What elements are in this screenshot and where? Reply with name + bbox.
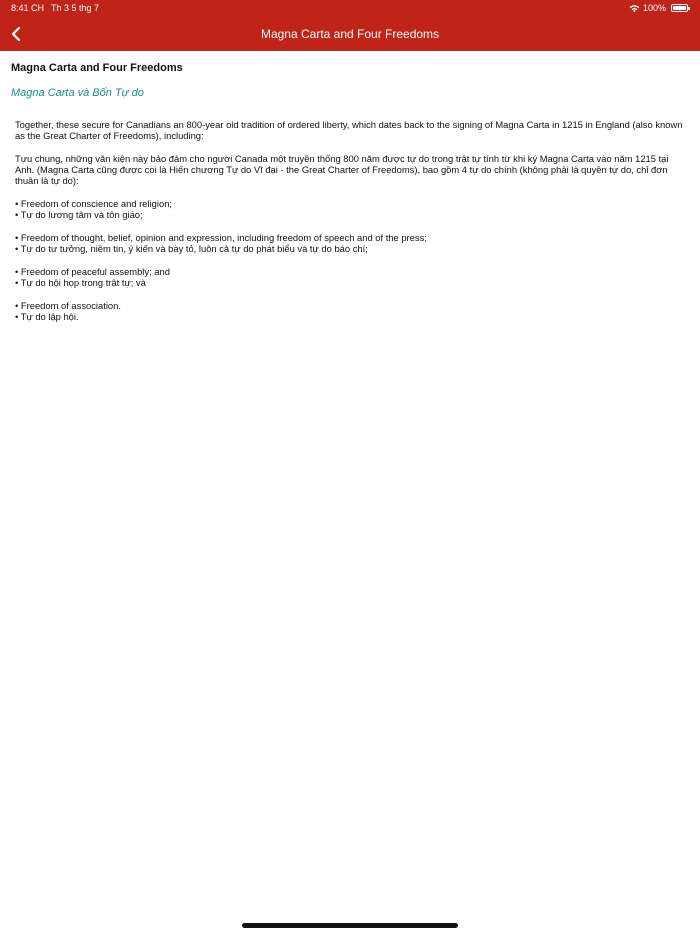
- navigation-bar: [0, 0, 700, 51]
- status-date: Th 3 5 thg 7: [51, 3, 100, 13]
- freedom-en: • Freedom of association.: [15, 299, 121, 311]
- freedom-vi: • Tự do lương tâm và tôn giáo;: [15, 209, 143, 221]
- battery-icon: [671, 4, 688, 12]
- page-title: Magna Carta and Four Freedoms: [11, 62, 183, 74]
- freedom-item: [15, 198, 687, 221]
- intro-en: Together, these secure for Canadians an 800-year old tradition of ordered liberty, which dates back to the signing of Magna Carta in 1215 in England (also known as the Great Charter of Freedoms), including:: [15, 119, 683, 142]
- freedom-en: • Freedom of peaceful assembly; and: [15, 265, 170, 277]
- home-indicator[interactable]: [242, 923, 458, 928]
- freedom-vi: • Tự do tư tưởng, niềm tin, ý kiến và bày tỏ, luôn cả tự do phát biểu và tự do báo chí;: [15, 243, 368, 255]
- status-time: 8:41 CH: [11, 3, 45, 13]
- nav-title: Magna Carta and Four Freedoms: [260, 27, 440, 41]
- freedom-en: • Freedom of conscience and religion;: [15, 198, 173, 210]
- status-indicators: [629, 3, 688, 13]
- freedom-vi: • Tự do lập hội.: [15, 311, 79, 323]
- freedom-item: [15, 266, 687, 289]
- freedom-item: [15, 300, 687, 323]
- page-subtitle: Magna Carta và Bốn Tự do: [11, 87, 144, 99]
- battery-percent: 100%: [642, 3, 666, 13]
- wifi-icon: [629, 4, 640, 13]
- freedom-item: [15, 232, 687, 255]
- freedom-vi: • Tự do hội họp trong trật tự; và: [15, 277, 146, 289]
- intro-vi: Tựu chung, những văn kiện này bảo đảm cho người Canada một truyền thống 800 năm được tự do trong trật tự tính từ khi ký Magna Carta vào năm 1215 tại Anh. (Magna Carta cũng được coi là Hiến chương Tự do Vĩ đại - the Great Charter of Freedoms), bao gồm 4 tự do chính (không phải là quyền tự do, chỉ đơn thuần là tự do):: [15, 152, 669, 187]
- status-bar: [0, 0, 700, 16]
- freedom-en: • Freedom of thought, belief, opinion and expression, including freedom of speech and of the press;: [15, 231, 427, 243]
- article-body: [15, 119, 687, 334]
